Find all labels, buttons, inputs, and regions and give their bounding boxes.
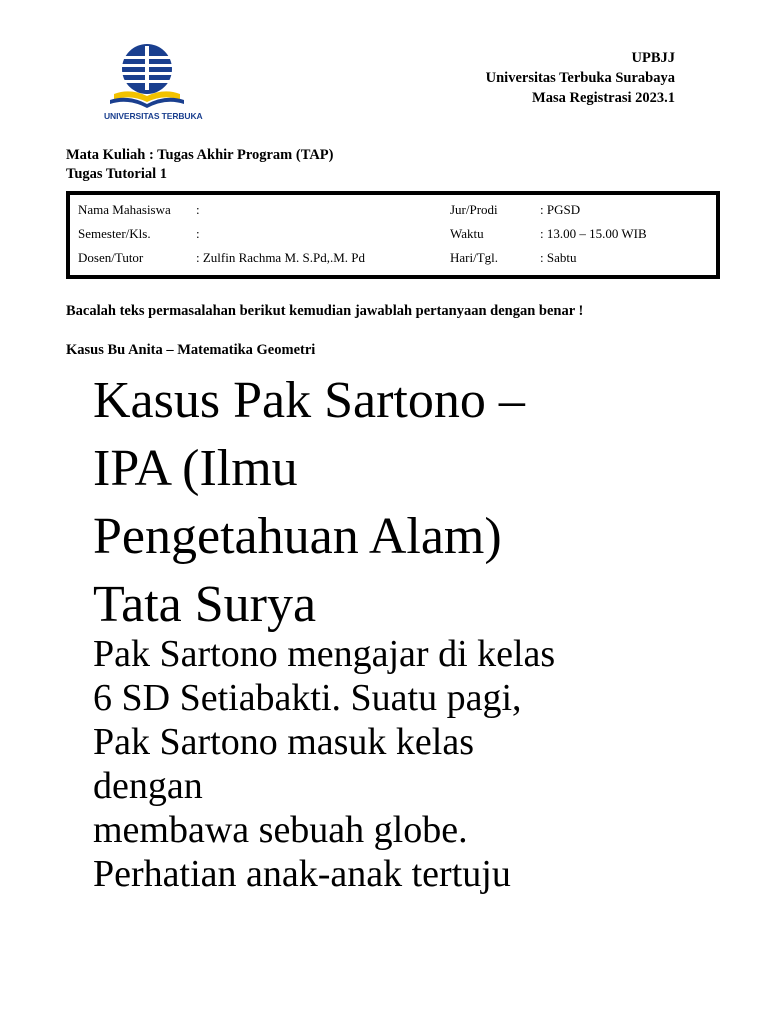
body-line: Pak Sartono masuk kelas <box>93 721 475 763</box>
info-value: : PGSD <box>540 202 581 217</box>
course-block <box>66 146 333 184</box>
globe-book-icon <box>104 42 190 110</box>
body-line: 6 SD Setiabakti. Suatu pagi, <box>93 677 522 719</box>
info-value: : <box>196 226 200 241</box>
big-title-line: Pengetahuan Alam) <box>93 508 502 565</box>
info-label: Waktu <box>450 226 484 241</box>
body-line: Pak Sartono mengajar di kelas <box>93 633 556 675</box>
info-label: Dosen/Tutor <box>78 250 144 265</box>
header-line-registration: Masa Registrasi 2023.1 <box>532 90 675 106</box>
info-value: : Zulfin Rachma M. S.Pd,.M. Pd <box>196 250 366 265</box>
course-assignment: Tugas Tutorial 1 <box>66 166 168 182</box>
header-line-upbjj: UPBJJ <box>631 50 675 66</box>
info-label: Semester/Kls. <box>78 226 151 241</box>
info-value: : 13.00 – 15.00 WIB <box>540 226 647 241</box>
student-info-box <box>66 191 720 279</box>
info-value: : <box>196 202 200 217</box>
header-line-university: Universitas Terbuka Surabaya <box>485 70 675 86</box>
info-value: : Sabtu <box>540 250 577 265</box>
info-label: Jur/Prodi <box>450 202 498 217</box>
logo-text: UNIVERSITAS TERBUKA <box>104 111 203 121</box>
info-label: Nama Mahasiswa <box>78 202 171 217</box>
info-row <box>70 199 716 221</box>
university-logo <box>104 42 203 122</box>
big-title <box>93 367 733 639</box>
case-title: Kasus Bu Anita – Matematika Geometri <box>66 342 316 358</box>
big-title-line: Tata Surya <box>93 576 317 633</box>
body-line: Perhatian anak-anak tertuju <box>93 853 511 895</box>
course-subject: Mata Kuliah : Tugas Akhir Program (TAP) <box>66 147 334 163</box>
big-title-line: IPA (Ilmu <box>93 440 298 497</box>
header-block <box>486 48 675 108</box>
info-label: Hari/Tgl. <box>450 250 499 265</box>
big-title-line: Kasus Pak Sartono – <box>93 372 525 429</box>
body-line: dengan <box>93 765 203 807</box>
body-line: membawa sebuah globe. <box>93 809 468 851</box>
info-row <box>70 247 716 269</box>
instruction-text: Bacalah teks permasalahan berikut kemudian jawablah pertanyaan dengan benar ! <box>66 303 584 319</box>
info-row <box>70 223 716 245</box>
body-paragraph <box>93 632 733 896</box>
